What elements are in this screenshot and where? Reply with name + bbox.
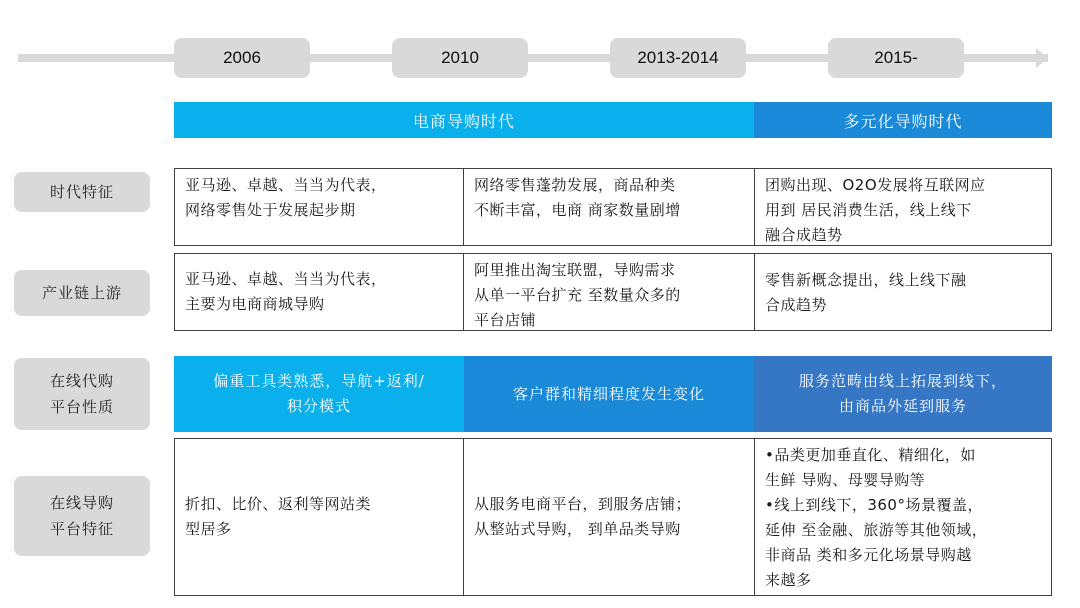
row-label-era-features: 时代特征	[14, 172, 150, 212]
year-2013-2014: 2013-2014	[610, 38, 746, 78]
features-cell-3: 团购出现、O2O发展将互联网应 用到 居民消费生活，线上线下 融合成趋势	[754, 168, 1052, 246]
nature-band-2: 客户群和精细程度发生变化	[464, 356, 754, 432]
era-ecommerce-guide: 电商导购时代	[174, 102, 754, 138]
year-2015: 2015-	[828, 38, 964, 78]
row-label-upstream: 产业链上游	[14, 270, 150, 316]
year-2010: 2010	[392, 38, 528, 78]
row-label-platform-features: 在线导购 平台特征	[14, 476, 150, 556]
timeline-arrow-icon	[1036, 48, 1048, 68]
year-2006: 2006	[174, 38, 310, 78]
upstream-cell-1: 亚马逊、卓越、当当为代表， 主要为电商商城导购	[174, 253, 464, 331]
row-label-platform-nature: 在线代购 平台性质	[14, 358, 150, 430]
platform-cell-2: 从服务电商平台，到服务店铺； 从整站式导购， 到单品类导购	[463, 438, 755, 596]
features-cell-2: 网络零售蓬勃发展，商品种类 不断丰富，电商 商家数量剧增	[463, 168, 755, 246]
features-cell-1: 亚马逊、卓越、当当为代表， 网络零售处于发展起步期	[174, 168, 464, 246]
nature-band-1: 偏重工具类熟悉，导航+返利/ 积分模式	[174, 356, 464, 432]
upstream-cell-3: 零售新概念提出，线上线下融 合成趋势	[754, 253, 1052, 331]
upstream-cell-2: 阿里推出淘宝联盟，导购需求 从单一平台扩充 至数量众多的 平台店铺	[463, 253, 755, 331]
platform-cell-3: •品类更加垂直化、精细化，如 生鲜 导购、母婴导购等 •线上到线下，360°场景覆盖， 延伸 至金融、旅游等其他领域， 非商品 类和多元化场景导购越 来越多	[754, 438, 1052, 596]
nature-band-3: 服务范畴由线上拓展到线下， 由商品外延到服务	[754, 356, 1052, 432]
platform-cell-1: 折扣、比价、返利等网站类 型居多	[174, 438, 464, 596]
era-diversified-guide: 多元化导购时代	[754, 102, 1052, 138]
